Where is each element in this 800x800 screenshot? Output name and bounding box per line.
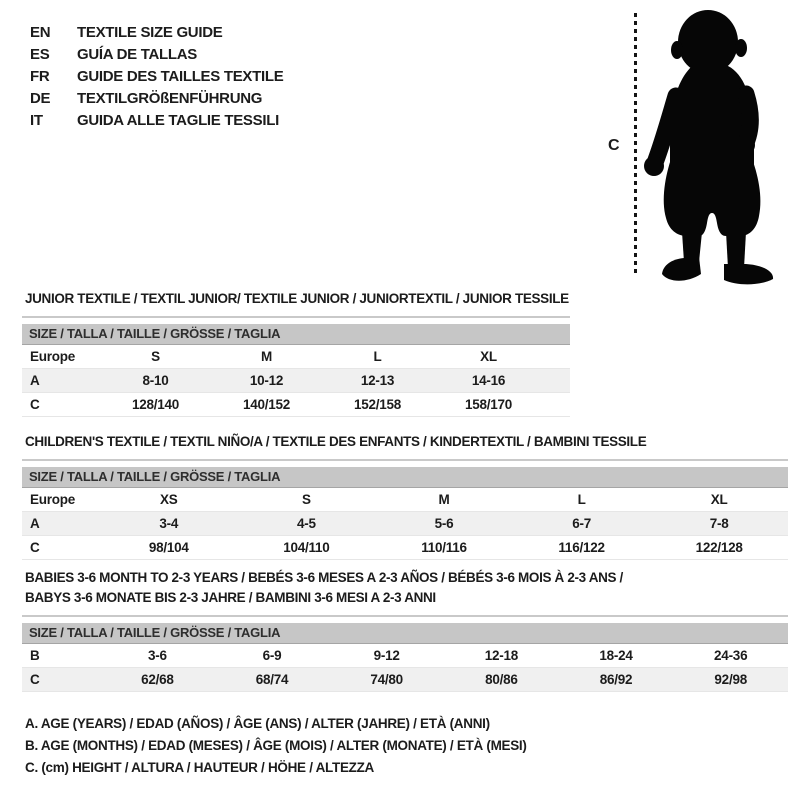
table-cell: M <box>438 492 450 507</box>
language-title: TEXTILGRÖßENFÜHRUNG <box>77 89 263 107</box>
size-table-junior-textile <box>22 316 570 417</box>
size-table-babies <box>22 615 788 692</box>
table-row-a <box>22 369 570 393</box>
section-title <box>25 568 788 608</box>
size-table-childrens-textile <box>22 459 788 560</box>
language-title: GUIDA ALLE TAGLIE TESSILI <box>77 111 279 129</box>
table-top-rule <box>22 316 570 318</box>
table-top-rule <box>22 459 788 461</box>
row-label: A <box>30 373 40 388</box>
figure-area <box>595 0 800 292</box>
section-title <box>25 432 788 452</box>
table-cell: 62/68 <box>141 672 174 687</box>
section-title-line: BABIES 3-6 MONTH TO 2-3 YEARS / BEBÉS 3-6 MESES A 2-3 AÑOS / BÉBÉS 3-6 MOIS À 2-3 ANS / <box>25 570 623 585</box>
table-cell: S <box>302 492 311 507</box>
table-cell: L <box>373 349 382 364</box>
table-cell: 140/152 <box>242 397 291 412</box>
footnote-line: A. AGE (YEARS) / EDAD (AÑOS) / ÂGE (ANS) / ALTER (JAHRE) / ETÀ (ANNI) <box>25 716 490 731</box>
table-cell: 68/74 <box>255 672 289 687</box>
table-cell: 18-24 <box>599 648 633 663</box>
table-row-europe <box>22 488 788 512</box>
table-cell: 152/158 <box>353 397 402 412</box>
table-cell: 3-4 <box>159 516 179 531</box>
size-tables-area <box>22 289 788 692</box>
table-cell: XL <box>710 492 728 507</box>
table-cell: XL <box>480 349 497 364</box>
table-cell: 98/104 <box>148 540 189 555</box>
footnote-line: C. (cm) HEIGHT / ALTURA / HAUTEUR / HÖHE / ALTEZZA <box>25 760 374 775</box>
table-cell: 80/86 <box>485 672 518 687</box>
row-label: C <box>30 540 40 555</box>
table-cell: 4-5 <box>297 516 316 531</box>
language-title-list <box>30 21 283 131</box>
table-row-b <box>22 644 788 668</box>
table-cell: 7-8 <box>709 516 729 531</box>
language-code: FR <box>30 67 50 85</box>
table-row-c <box>22 668 788 692</box>
table-cell: 8-10 <box>142 373 169 388</box>
section-title <box>25 289 788 309</box>
row-label: A <box>30 516 40 531</box>
height-measure-label: C <box>608 137 620 154</box>
table-row-a <box>22 512 788 536</box>
table-cell: 104/110 <box>283 540 330 555</box>
table-row-c <box>22 536 788 560</box>
table-cell: XS <box>160 492 178 507</box>
footnotes <box>25 713 527 779</box>
language-title: GUIDE DES TAILLES TEXTILE <box>77 67 284 85</box>
table-cell: 5-6 <box>434 516 454 531</box>
language-code: EN <box>30 23 51 41</box>
table-cell: 12-13 <box>360 373 395 388</box>
language-row <box>30 109 283 131</box>
language-row <box>30 21 283 43</box>
size-header: SIZE / TALLA / TAILLE / GRÖSSE / TAGLIA <box>22 324 570 345</box>
size-header: SIZE / TALLA / TAILLE / GRÖSSE / TAGLIA <box>22 623 788 644</box>
table-top-rule <box>22 615 788 617</box>
table-cell: 74/80 <box>370 672 403 687</box>
table-row-c <box>22 393 570 417</box>
table-cell: 116/122 <box>558 540 605 555</box>
table-cell: L <box>577 492 586 507</box>
table-cell: 6-7 <box>572 516 591 531</box>
section-junior-textile <box>22 289 788 417</box>
table-cell: 6-9 <box>262 648 282 663</box>
table-row-europe <box>22 345 570 369</box>
language-row <box>30 87 283 109</box>
table-cell: 86/92 <box>599 672 633 687</box>
table-cell: M <box>261 349 272 364</box>
section-babies <box>22 568 788 692</box>
section-title-line: JUNIOR TEXTILE / TEXTIL JUNIOR/ TEXTILE JUNIOR / JUNIORTEXTIL / JUNIOR TESSILE <box>25 291 569 306</box>
toddler-silhouette <box>642 8 782 286</box>
table-cell: 14-16 <box>471 373 506 388</box>
size-header: SIZE / TALLA / TAILLE / GRÖSSE / TAGLIA <box>22 467 788 488</box>
row-label: Europe <box>30 349 76 364</box>
language-code: ES <box>30 45 50 63</box>
language-row <box>30 65 283 87</box>
language-code: IT <box>30 111 43 129</box>
section-childrens-textile <box>22 432 788 560</box>
table-cell: 158/170 <box>464 397 513 412</box>
row-label: C <box>30 397 40 412</box>
language-row <box>30 43 283 65</box>
row-label: Europe <box>30 492 76 507</box>
table-cell: 24-36 <box>714 648 748 663</box>
footnote-line: B. AGE (MONTHS) / EDAD (MESES) / ÂGE (MOIS) / ALTER (MONATE) / ETÀ (MESI) <box>25 738 527 753</box>
table-cell: 92/98 <box>714 672 747 687</box>
table-cell: 122/128 <box>695 540 743 555</box>
language-code: DE <box>30 89 51 107</box>
table-cell: 10-12 <box>249 373 284 388</box>
height-measure-dotted-line <box>634 13 637 277</box>
language-title: GUÍA DE TALLAS <box>77 45 197 63</box>
language-title: TEXTILE SIZE GUIDE <box>77 23 223 41</box>
section-title-line: CHILDREN'S TEXTILE / TEXTIL NIÑO/A / TEXTILE DES ENFANTS / KINDERTEXTIL / BAMBINI TESSILE <box>25 434 647 449</box>
table-cell: 128/140 <box>131 397 180 412</box>
table-cell: S <box>151 349 160 364</box>
table-cell: 9-12 <box>373 648 400 663</box>
row-label: C <box>30 672 40 687</box>
row-label: B <box>30 648 40 663</box>
table-cell: 3-6 <box>147 648 167 663</box>
section-title-line: BABYS 3-6 MONATE BIS 2-3 JAHRE / BAMBINI 3-6 MESI A 2-3 ANNI <box>25 590 436 605</box>
table-cell: 110/116 <box>421 540 467 555</box>
table-cell: 12-18 <box>484 648 518 663</box>
